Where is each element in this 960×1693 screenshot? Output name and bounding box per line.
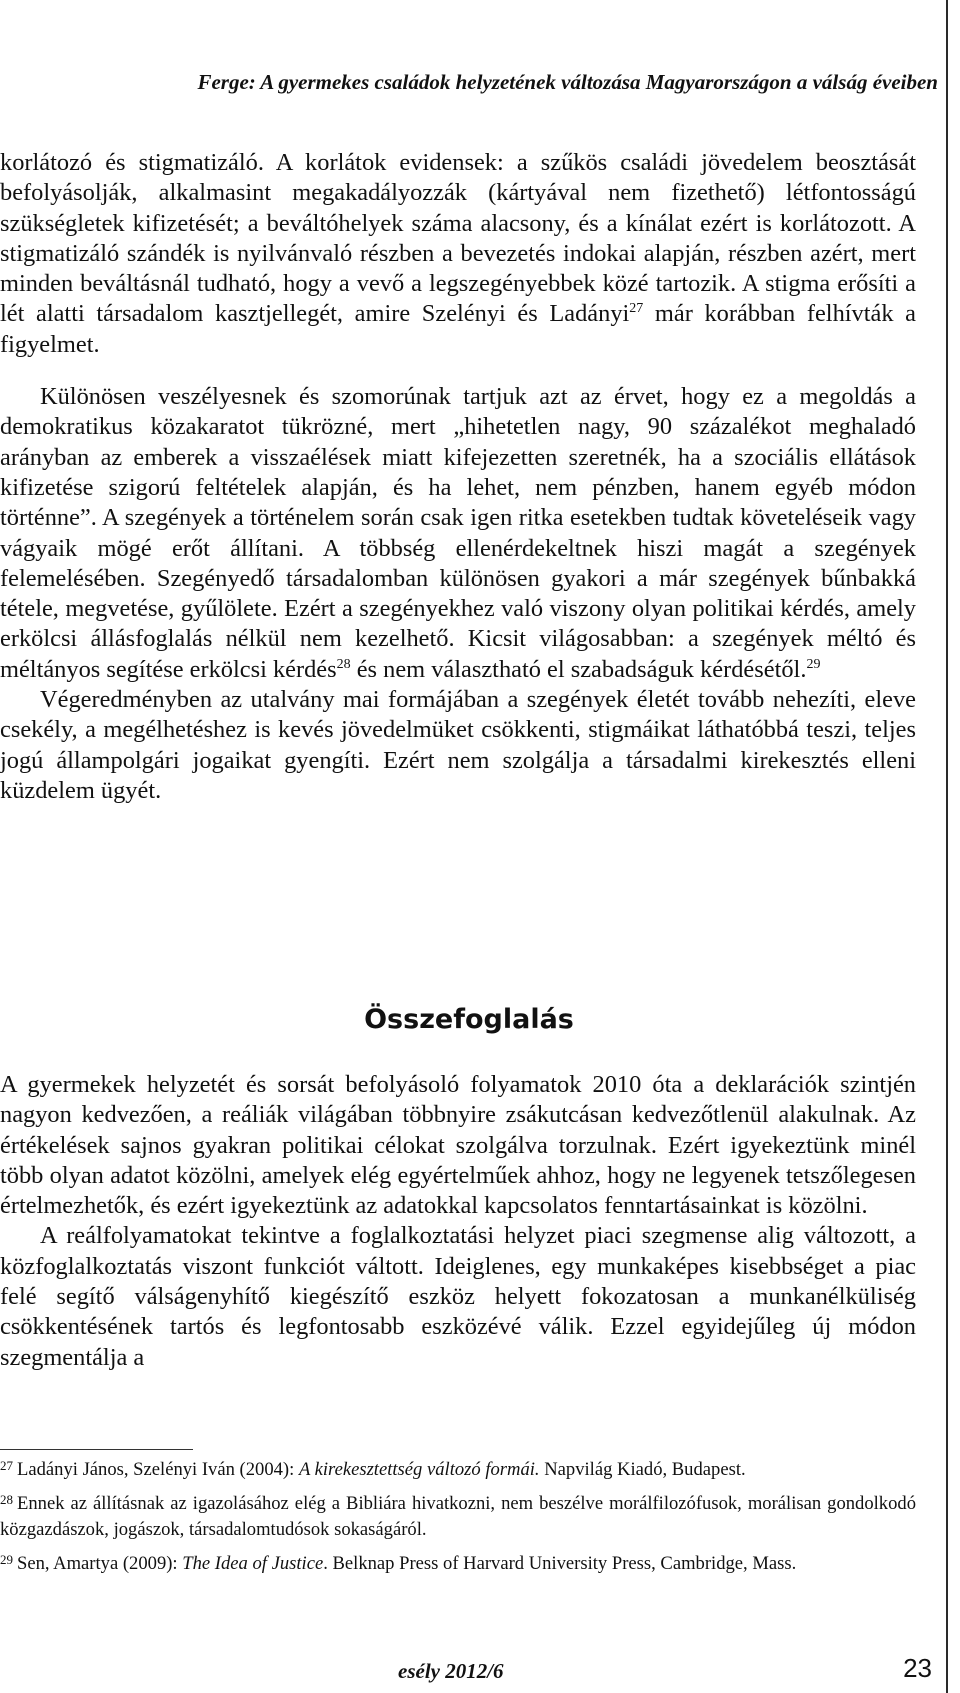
paragraph-1-tail: már korábban felhívták a figyelmet.	[0, 300, 917, 358]
paragraph-3: Végeredményben az utalvány mai formájában a szegények életét tovább nehezíti, eleve csekély, a megélhetéshez is kevés jövedelmüket csökkenti, stigmáikat láthatóbbá teszi, teljes jogú állampolgári jogaikat gyengíti. Ezért nem szolgálja a társadalmi kirekesztés elleni küzdelem ügyét.	[0, 686, 916, 804]
footnote-ref-28[interactable]: 28	[336, 656, 351, 672]
paragraph-2-text: Különösen veszélyesnek és szomorúnak tartjuk azt az érvet, hogy ez a megoldás a demokratikus közakaratot tükrözné, mert „hihetetlen nagy, 90 százalékot meghaladó arányban az emberek a visszaélések miatt kifejezetten szeretnék, ha a szociális ellátások kifizetése szigorú feltételek alapján, és ha lehet, nem pénzben, hanem egyéb módon történne”. A szegények a történelem során csak igen ritka esetekben tudtak követeléseik vagy vágyaik mögé erőt állítani. A többség ellenérdekeltnek hiszi magát a szegények felemelésében. Szegényedő társadalomban különösen gyakori a már szegények bűnbakká tétele, megvetése, gyűlölete. Ezért a szegényekhez való viszony olyan politikai kérdés, amely erkölcsi állásfoglalás nélkül nem kezelhető. Kicsit világosabban: a szegények méltó és méltányos segítése erkölcsi kérdés	[0, 383, 916, 683]
footnote-27-number: 27	[0, 1458, 13, 1473]
summary-paragraph-2: A reálfolyamatokat tekintve a foglalkoztatási helyzet piaci szegmense alig változott, a közfoglalkoztatás viszont funkciót váltott. Ideiglenes, egy munkaképes kisebbséget a piac felé segítő válságenyhítő kiegészítő eszköz helyett fokozatosan a munkanélküliség csökkentésének tartós és legfontosabb eszközévé válik. Ezzel egyidejűleg új módon szegmentálja a	[0, 1222, 916, 1371]
page-edge-rule	[946, 0, 948, 1693]
paragraph-1-text: korlátozó és stigmatizáló. A korlátok evidensek: a szűkös családi jövedelem beosztását befolyásolják, alkalmasint megakadályozzák (kártyával nem fizethető) létfontosságú szükségletek kifizetését; a beváltóhelyek száma alacsony, és a kínálat ezért is korlátozott. A stigmatizáló szándék is nyilvánvaló részben a bevezetés indokai alapján, részben azért, mert minden beváltásnál tudható, hogy a vevő a legszegényebbek közé tartozik. A stigma erősíti a lét alatti társadalom kasztjellegét, amire Szelényi és Ladányi	[0, 149, 916, 328]
paragraph-1	[0, 148, 916, 360]
footnote-29-publisher: . Belknap Press of Harvard University Press, Cambridge, Mass.	[323, 1553, 797, 1574]
page-footer	[0, 1653, 938, 1687]
footnote-27	[0, 1457, 916, 1483]
summary-paragraph-1: A gyermekek helyzetét és sorsát befolyásoló folyamatok 2010 óta a deklarációk szintjén nagyon kedvezően, a reáliák világában többnyire zsákutcásan kedvezőtlenül alakulnak. Az értékelések sajnos gyakran politikai célokat szolgálva torzulnak. Ezért igyekeztünk minél több olyan adatot közölni, amelyek elég egyértelműek ahhoz, hogy ne legyenek tetszőlegesen értelmezhetők, és ezért igyekeztünk az adatokkal kapcsolatos fenntartásainkat is közölni.	[0, 1071, 916, 1220]
footnotes	[0, 1457, 916, 1585]
footnote-ref-29[interactable]: 29	[806, 656, 821, 672]
footnote-29	[0, 1551, 916, 1577]
running-header-title: Ferge: A gyermekes családok helyzetének változása Magyarországon a válság éveiben	[197, 70, 938, 94]
footnote-29-title: The Idea of Justice	[182, 1553, 324, 1574]
footnote-29-text: Sen, Amartya (2009):	[17, 1553, 183, 1574]
footnote-ref-27[interactable]: 27	[629, 301, 644, 317]
footnote-27-publisher: Napvilág Kiadó, Budapest.	[539, 1459, 746, 1480]
journal-issue: esély 2012/6	[398, 1659, 504, 1683]
footnote-29-number: 29	[0, 1552, 13, 1567]
paragraph-2	[0, 382, 916, 685]
footnote-divider	[0, 1449, 193, 1450]
section-heading-summary: Összefoglalás	[364, 1004, 574, 1035]
article-body-top	[0, 148, 916, 806]
footnote-27-title: A kirekesztettség változó formái.	[298, 1459, 540, 1480]
footnote-27-text: Ladányi János, Szelényi Iván (2004):	[17, 1459, 299, 1480]
footnote-28-text: Ennek az állításnak az igazolásához elég a Bibliára hivatkozni, nem beszélve morálfilozófusok, morálisan gondolkodó közgazdászok, jogászok, társadalomtudósok sokaságáról.	[0, 1493, 916, 1540]
page-number: 23	[903, 1653, 932, 1683]
paragraph-2-tail: és nem választható el szabadságuk kérdésétől.	[350, 655, 807, 683]
summary-body	[0, 1070, 916, 1373]
footnote-28	[0, 1491, 916, 1543]
footnote-28-number: 28	[0, 1492, 13, 1507]
